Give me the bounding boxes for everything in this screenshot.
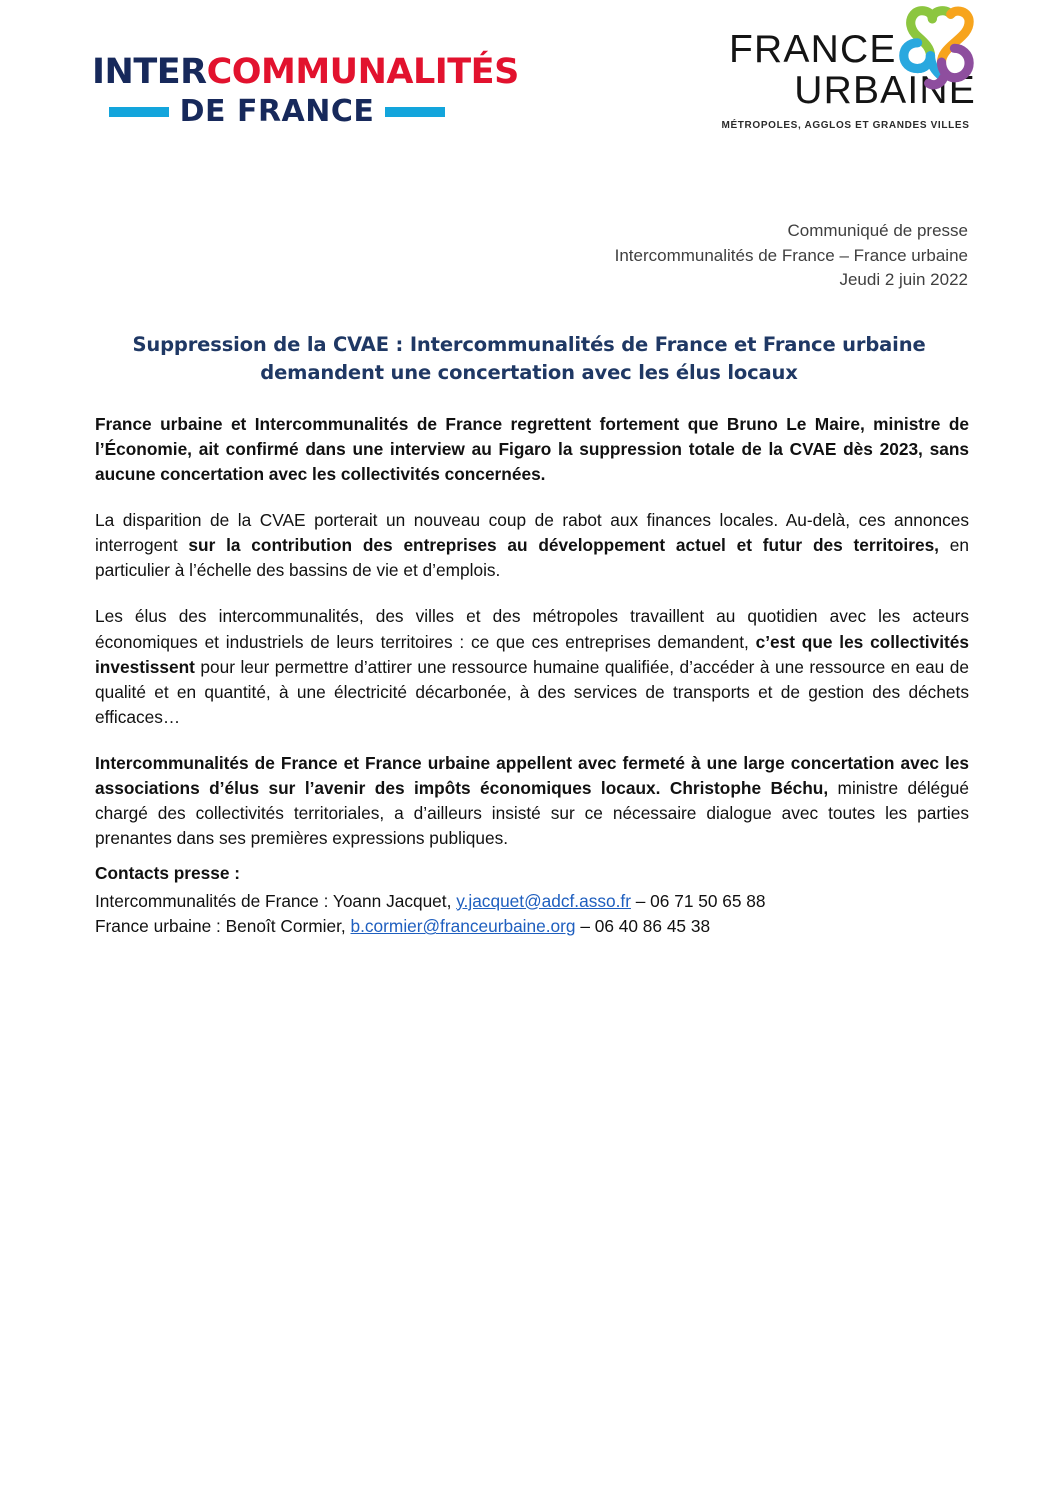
fu-tagline: MÉTROPOLES, AGGLOS ET GRANDES VILLES bbox=[721, 119, 970, 131]
contact-2-email-link[interactable]: b.cormier@franceurbaine.org bbox=[350, 916, 576, 937]
page-title-line1: Suppression de la CVAE : Intercommunalités de France et France urbaine bbox=[132, 333, 926, 357]
press-contacts-block bbox=[95, 861, 969, 940]
contact-row-intercommunalites bbox=[95, 889, 969, 915]
contact-1-email-link[interactable]: y.jacquet@adcf.asso.fr bbox=[456, 890, 631, 911]
paragraph-2-bold-1: sur la contribution des entreprises au développement actuel et futur des territoires, bbox=[188, 535, 939, 556]
paragraph-3-part-1: Les élus des intercommunalités, des villes et des métropoles travaillent au quotidien avec les acteurs économiques et industriels de leurs territoires : ce que ces entreprises demandent, bbox=[95, 606, 969, 652]
paragraph-lead: France urbaine et Intercommunalités de France regrettent fortement que Bruno Le Maire, ministre de l’Économie, ait confirmé dans une interview au Figaro la suppression totale de la CVAE dès 2023, sans aucune concertation avec les collectivités concernées. bbox=[95, 414, 969, 485]
idf-wordmark-communalites: COMMUNALITÉS bbox=[206, 52, 519, 92]
page-title bbox=[100, 331, 958, 388]
dateline-block bbox=[615, 219, 968, 293]
dateline-document-type: Communiqué de presse bbox=[787, 221, 968, 240]
paragraph-2-part-1: La disparition de la CVAE porterait un nouveau coup de rabot aux finances locales. Au-delà, ces annonces interrogent bbox=[95, 510, 969, 556]
france-urbaine-wordmark bbox=[713, 30, 978, 112]
idf-wordmark-inter: INTER bbox=[92, 52, 207, 92]
interlocking-hearts-logo-icon bbox=[890, 6, 982, 98]
idf-wordmark-line1 bbox=[92, 52, 519, 92]
contact-2-name: France urbaine : Benoît Cormier, bbox=[95, 916, 351, 937]
idf-rule-right-icon bbox=[385, 107, 445, 117]
paragraph-3-part-2: pour leur permettre d’attirer une ressource humaine qualifiée, d’accéder à une ressource en eau de qualité et en quantité, à une électricité décarbonée, à des services de transports et de gestion des déchets efficaces… bbox=[95, 656, 969, 727]
paragraph-elected-officials bbox=[95, 604, 969, 729]
contact-2-phone: – 06 40 86 45 38 bbox=[575, 916, 711, 937]
paragraph-4-part-1: ministre délégué chargé des collectivités territoriales, a d’ailleurs insisté sur ce nécessaire dialogue avec toutes les parties prenantes dans ses premières expressions publiques. bbox=[95, 777, 969, 849]
dateline-organisations: Intercommunalités de France – France urbaine bbox=[614, 245, 968, 265]
intercommunalites-de-france-logo bbox=[92, 52, 519, 129]
contact-1-phone: – 06 71 50 65 88 bbox=[630, 890, 766, 911]
article-body bbox=[95, 412, 969, 851]
idf-rule-left-icon bbox=[109, 107, 169, 117]
paragraph-4-bold-1: Intercommunalités de France et France urbaine appellent avec fermeté à une large concertation avec les associations d’élus sur l’avenir des impôts économiques locaux. Christophe Béchu, bbox=[95, 752, 969, 798]
idf-wordmark-de-france: DE FRANCE bbox=[179, 94, 375, 129]
idf-wordmark-line2 bbox=[92, 94, 462, 129]
contact-1-name: Intercommunalités de France : Yoann Jacquet, bbox=[95, 890, 457, 911]
page-title-line2: demandent une concertation avec les élus locaux bbox=[260, 361, 798, 385]
contacts-heading: Contacts presse : bbox=[95, 863, 241, 883]
france-urbaine-logo bbox=[713, 30, 978, 131]
paragraph-2-part-2: en particulier à l’échelle des bassins de vie et d’emplois. bbox=[95, 535, 969, 581]
header-logo-bar bbox=[0, 0, 1058, 175]
paragraph-3-bold-1: c’est que les collectivités investissent bbox=[95, 631, 970, 677]
dateline-date: Jeudi 2 juin 2022 bbox=[839, 270, 968, 290]
paragraph-cvae-impact bbox=[95, 508, 969, 583]
paragraph-call-to-action bbox=[95, 751, 969, 851]
contact-row-france-urbaine bbox=[95, 914, 969, 940]
fu-wordmark-france: FRANCE bbox=[729, 28, 897, 71]
fu-wordmark-urbaine: URBAINE bbox=[794, 68, 976, 112]
